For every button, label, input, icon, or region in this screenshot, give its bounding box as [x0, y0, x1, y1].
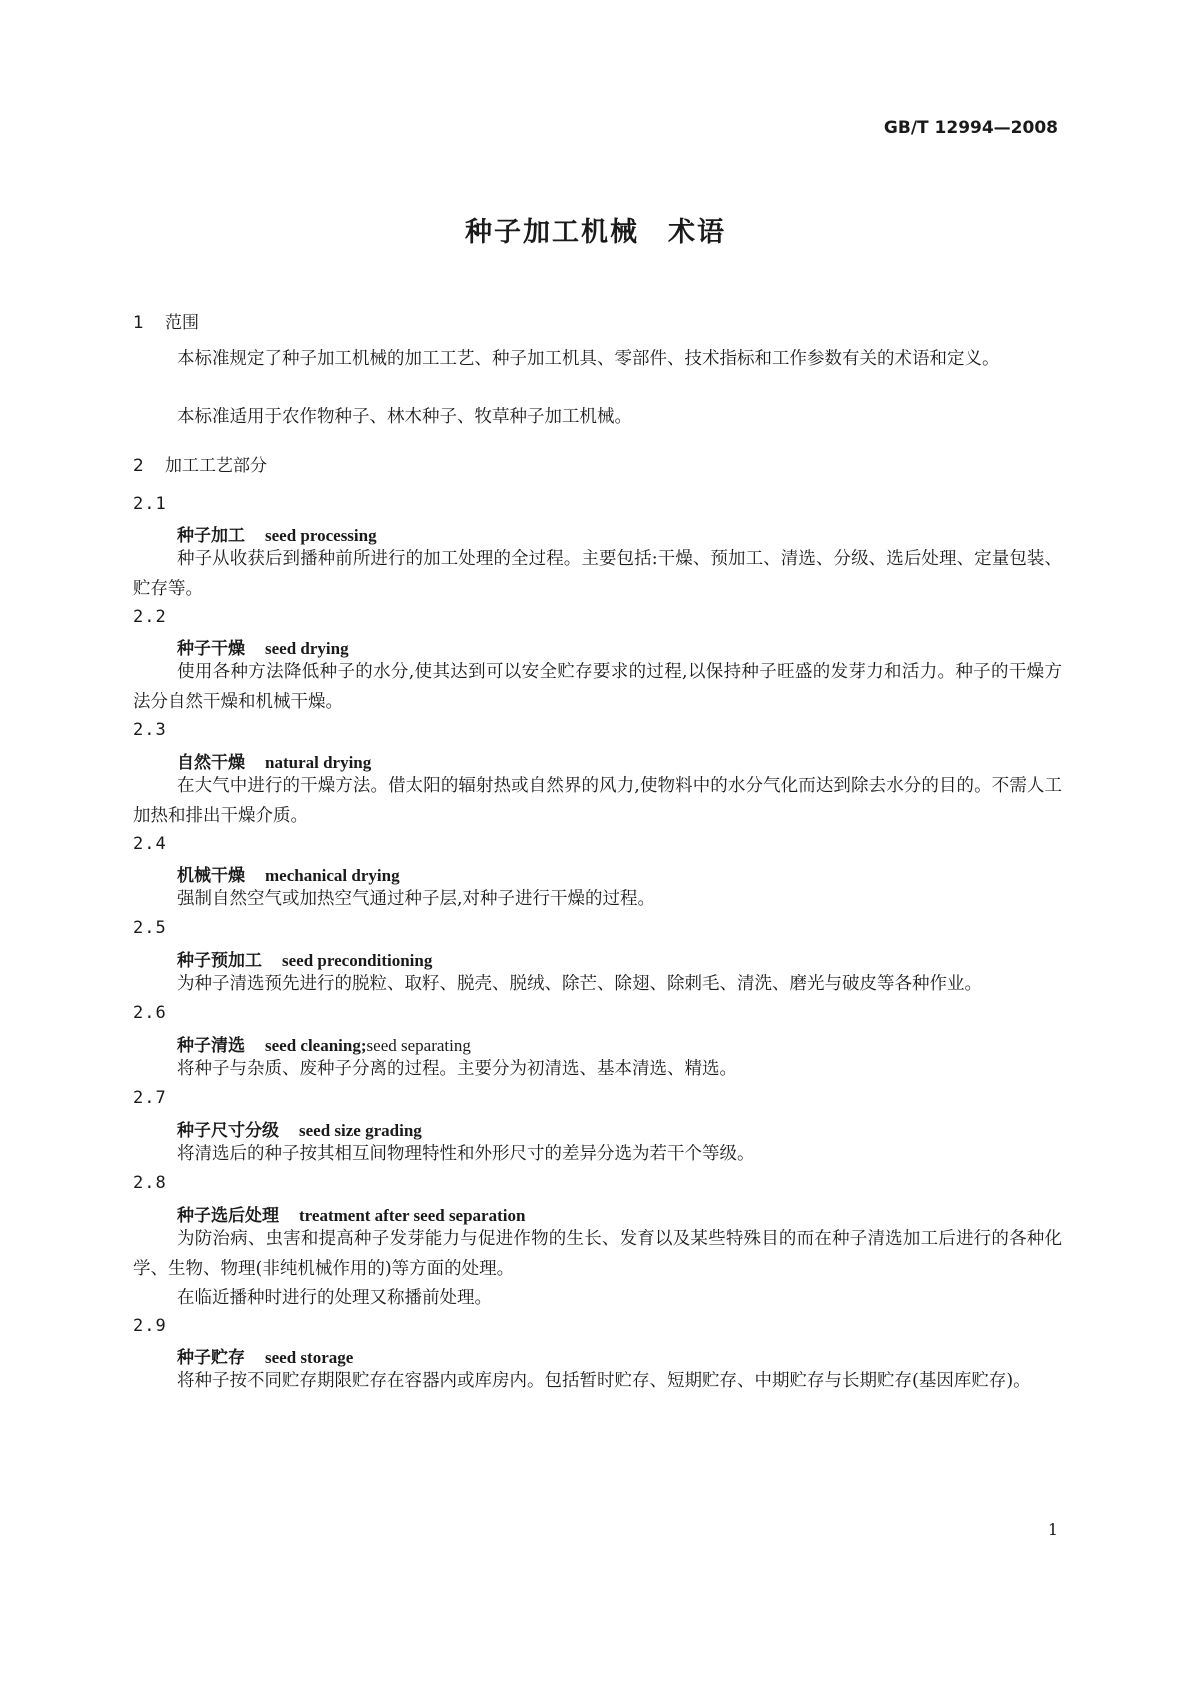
term-definition: 为种子清选预先进行的脱粒、取籽、脱壳、脱绒、除芒、除翅、除刺毛、清洗、磨光与破皮等各种作业。: [177, 974, 982, 994]
term-zh: 种子清选: [177, 1036, 245, 1056]
term-number: 2.1: [133, 494, 167, 514]
term-en: mechanical drying: [265, 866, 400, 885]
term-en: seed size grading: [299, 1121, 422, 1140]
term-zh: 种子预加工: [177, 951, 262, 971]
term-definition: 将种子与杂质、废种子分离的过程。主要分为初清选、基本清选、精选。: [177, 1059, 737, 1079]
section-heading-scope: [133, 308, 199, 333]
document-title: 种子加工机械 术语: [465, 217, 726, 248]
term-en: seed cleaning;: [265, 1036, 367, 1055]
term-heading: [177, 521, 377, 546]
term-heading: [177, 861, 400, 886]
term-number: 2.9: [133, 1316, 167, 1336]
section-number: 1: [133, 313, 144, 333]
term-en: seed drying: [265, 639, 349, 658]
standard-code: GB/T 12994—2008: [883, 118, 1058, 138]
term-zh: 种子干燥: [177, 639, 245, 659]
term-heading: [177, 946, 432, 971]
term-en-alt: seed separating: [366, 1036, 471, 1055]
term-en: seed preconditioning: [282, 951, 433, 970]
term-definition: 种子从收获后到播种前所进行的加工处理的全过程。主要包括:干燥、预加工、清选、分级、选后处理、定量包装、贮存等。: [133, 549, 1062, 599]
term-zh: 种子贮存: [177, 1348, 245, 1368]
term-heading: [177, 1201, 525, 1226]
paragraph: 本标准适用于农作物种子、林木种子、牧草种子加工机械。: [177, 407, 632, 427]
term-number: 2.3: [133, 720, 167, 740]
term-zh: 种子选后处理: [177, 1206, 279, 1226]
term-zh: 种子尺寸分级: [177, 1121, 279, 1141]
term-en: seed storage: [265, 1348, 354, 1367]
term-number: 2.4: [133, 834, 167, 854]
term-zh: 种子加工: [177, 526, 245, 546]
page-number: 1: [1047, 1520, 1058, 1539]
term-definition: 使用各种方法降低种子的水分,使其达到可以安全贮存要求的过程,以保持种子旺盛的发芽力和活力。种子的干燥方法分自然干燥和机械干燥。: [133, 662, 1062, 712]
term-number: 2.5: [133, 918, 167, 938]
term-number: 2.6: [133, 1003, 167, 1023]
term-en: natural drying: [265, 753, 372, 772]
term-definition: 将种子按不同贮存期限贮存在容器内或库房内。包括暂时贮存、短期贮存、中期贮存与长期贮存(基因库贮存)。: [177, 1371, 1031, 1391]
section-heading-processing: [133, 451, 267, 476]
term-heading: [177, 1031, 471, 1056]
term-number: 2.8: [133, 1173, 167, 1193]
term-definition: 强制自然空气或加热空气通过种子层,对种子进行干燥的过程。: [177, 889, 656, 909]
section-number: 2: [133, 456, 144, 476]
term-zh: 自然干燥: [177, 753, 245, 773]
section-title: 加工工艺部分: [165, 456, 267, 476]
term-definition-note: 在临近播种时进行的处理又称播前处理。: [177, 1288, 492, 1308]
term-definition: 将清选后的种子按其相互间物理特性和外形尺寸的差异分选为若干个等级。: [177, 1144, 755, 1164]
paragraph: 本标准规定了种子加工机械的加工工艺、种子加工机具、零部件、技术指标和工作参数有关的术语和定义。: [177, 349, 1000, 369]
term-heading: [177, 1343, 353, 1368]
term-heading: [177, 1116, 422, 1141]
term-definition: 在大气中进行的干燥方法。借太阳的辐射热或自然界的风力,使物料中的水分气化而达到除去水分的目的。不需人工加热和排出干燥介质。: [133, 776, 1062, 826]
term-heading: [177, 748, 371, 773]
term-zh: 机械干燥: [177, 866, 245, 886]
term-definition: 为防治病、虫害和提高种子发芽能力与促进作物的生长、发育以及某些特殊目的而在种子清选加工后进行的各种化学、生物、物理(非纯机械作用的)等方面的处理。: [133, 1229, 1062, 1279]
term-en: seed processing: [265, 526, 377, 545]
term-number: 2.7: [133, 1088, 167, 1108]
term-en: treatment after seed separation: [299, 1206, 526, 1225]
term-number: 2.2: [133, 607, 167, 627]
term-heading: [177, 634, 349, 659]
section-title: 范围: [165, 313, 199, 333]
